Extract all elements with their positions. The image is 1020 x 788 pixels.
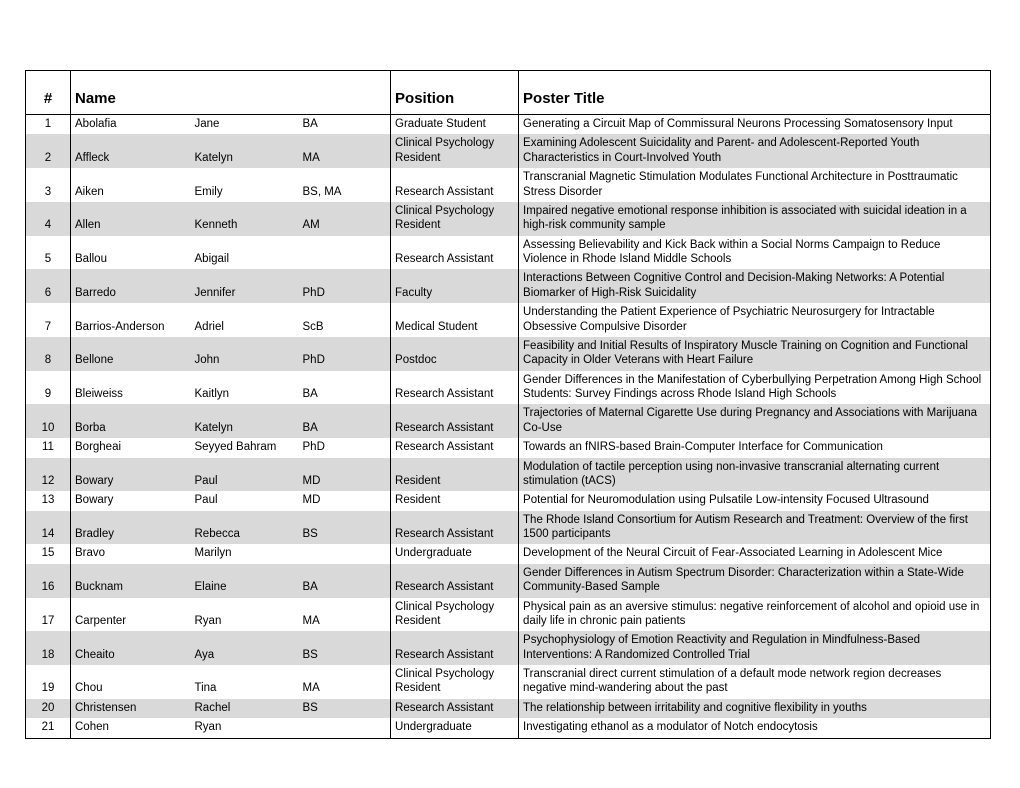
first-name-cell: Paul bbox=[194, 494, 218, 507]
row-number-cell: 18 bbox=[26, 631, 71, 665]
position-cell: Clinical Psychology Resident bbox=[391, 665, 519, 699]
poster-title-cell: Impaired negative emotional response inhibition is associated with suicidal ideation in a high-risk community sample bbox=[519, 202, 991, 236]
last-name-cell: Barredo bbox=[71, 269, 191, 303]
last-name-cell: Bradley bbox=[71, 511, 191, 545]
table-row bbox=[26, 134, 991, 168]
poster-title-cell: The relationship between irritability and cognitive flexibility in youths bbox=[519, 699, 991, 718]
first-name-cell: Ryan bbox=[194, 721, 222, 734]
position-cell: Undergraduate bbox=[391, 718, 519, 738]
table-body bbox=[26, 115, 991, 739]
row-number-cell: 15 bbox=[26, 544, 71, 563]
poster-title-cell: Physical pain as an aversive stimulus: negative reinforcement of alcohol and opioid use in daily life in chronic pain patients bbox=[523, 600, 980, 627]
row-number-cell: 11 bbox=[26, 438, 71, 457]
position-cell: Research Assistant bbox=[391, 438, 519, 457]
table-row bbox=[26, 511, 991, 545]
position-cell: Postdoc bbox=[391, 337, 519, 371]
position-cell: Research Assistant bbox=[391, 511, 519, 545]
last-name-cell: Bowary bbox=[75, 494, 114, 507]
table-row bbox=[26, 598, 991, 632]
poster-session-table bbox=[25, 70, 991, 739]
header-poster-title: Poster Title bbox=[523, 90, 605, 108]
first-name-cell: Marilyn bbox=[194, 547, 232, 560]
table-row bbox=[26, 718, 991, 738]
degree-cell: MA bbox=[299, 598, 391, 632]
table-row bbox=[26, 404, 991, 438]
poster-title-cell: Towards an fNIRS-based Brain-Computer Interface for Communication bbox=[523, 441, 883, 454]
position-cell: Medical Student bbox=[391, 303, 519, 337]
first-name-cell: Kaitlyn bbox=[194, 388, 230, 400]
table-row bbox=[26, 458, 991, 492]
last-name-cell: Chou bbox=[75, 682, 103, 695]
row-number-cell: 6 bbox=[26, 269, 71, 303]
row-number-cell: 5 bbox=[26, 236, 71, 270]
table-row bbox=[26, 168, 991, 202]
last-name-cell: Bleiweiss bbox=[75, 388, 123, 400]
poster-title-cell: Feasibility and Initial Results of Inspiratory Muscle Training on Cognition and Functional Capacity in Older Veterans with Heart Failure bbox=[519, 337, 991, 371]
degree-cell: ScB bbox=[299, 303, 391, 337]
poster-title-cell: Modulation of tactile perception using non-invasive transcranial alternating current stimulation (tACS) bbox=[519, 458, 991, 492]
row-number-cell: 21 bbox=[26, 718, 71, 738]
first-name-cell: Ryan bbox=[194, 614, 222, 627]
degree-cell: MD bbox=[299, 491, 391, 510]
table-row bbox=[26, 337, 991, 371]
position-cell: Undergraduate bbox=[391, 544, 519, 563]
poster-title-cell: Development of the Neural Circuit of Fear-Associated Learning in Adolescent Mice bbox=[523, 547, 943, 560]
last-name-cell: Bravo bbox=[75, 547, 106, 560]
first-name-cell: Aya bbox=[191, 631, 299, 665]
position-cell: Clinical Psychology Resident bbox=[391, 598, 519, 632]
last-name-cell: Aiken bbox=[75, 185, 104, 198]
first-name-cell: Emily bbox=[194, 185, 223, 198]
degree-cell: PhD bbox=[299, 438, 391, 457]
last-name-cell: Christensen bbox=[71, 699, 191, 718]
poster-title-cell: Gender Differences in Autism Spectrum Disorder: Characterization within a State-Wide Community-Based Sample bbox=[519, 564, 991, 598]
table-row bbox=[26, 491, 991, 510]
table-row bbox=[26, 631, 991, 665]
poster-title-cell: Potential for Neuromodulation using Pulsatile Low-intensity Focused Ultrasound bbox=[523, 494, 929, 507]
degree-cell bbox=[299, 236, 391, 270]
degree-cell: BA bbox=[299, 404, 391, 438]
table-row bbox=[26, 236, 991, 270]
last-name-cell: Cohen bbox=[75, 721, 109, 734]
degree-cell: BA bbox=[299, 371, 391, 405]
position-cell: Clinical Psychology Resident bbox=[391, 202, 519, 236]
poster-title-cell: Transcranial direct current stimulation of a default mode network region decreases negative mind-wandering about the past bbox=[523, 668, 942, 695]
position-cell: Research Assistant bbox=[391, 564, 519, 598]
position-cell: Graduate Student bbox=[391, 115, 519, 135]
position-cell: Research Assistant bbox=[391, 371, 519, 405]
table-row bbox=[26, 564, 991, 598]
row-number-cell: 17 bbox=[26, 598, 71, 632]
row-number-cell: 9 bbox=[26, 371, 71, 405]
table-row bbox=[26, 438, 991, 457]
table-row bbox=[26, 115, 991, 135]
row-number-cell: 7 bbox=[26, 303, 71, 337]
row-number-cell: 8 bbox=[26, 337, 71, 371]
first-name-cell: Jane bbox=[194, 118, 220, 130]
header-position: Position bbox=[391, 71, 519, 115]
degree-cell: MD bbox=[299, 458, 391, 492]
table-header bbox=[26, 71, 991, 115]
degree-cell: PhD bbox=[299, 337, 391, 371]
degree-cell: BA bbox=[299, 564, 391, 598]
first-name-cell: John bbox=[191, 337, 299, 371]
degree-cell: BS bbox=[299, 511, 391, 545]
degree-cell bbox=[299, 544, 391, 563]
first-name-cell: Adriel bbox=[194, 320, 224, 333]
row-number-cell: 4 bbox=[26, 202, 71, 236]
last-name-cell: Ballou bbox=[75, 253, 107, 265]
poster-title-cell: Examining Adolescent Suicidality and Parent- and Adolescent-Reported Youth Characteristics in Court-Involved Youth bbox=[519, 134, 991, 168]
degree-cell: BS bbox=[299, 699, 391, 718]
poster-title-cell: The Rhode Island Consortium for Autism Research and Treatment: Overview of the first 1500 participants bbox=[519, 511, 991, 545]
table-row bbox=[26, 303, 991, 337]
degree-cell: MA bbox=[299, 665, 391, 699]
first-name-cell: Rebecca bbox=[191, 511, 299, 545]
header-name: Name bbox=[71, 71, 391, 115]
last-name-cell: Allen bbox=[71, 202, 191, 236]
last-name-cell: Affleck bbox=[71, 134, 191, 168]
last-name-cell: Abolafia bbox=[75, 118, 117, 130]
degree-cell bbox=[299, 718, 391, 738]
row-number-cell: 10 bbox=[26, 404, 71, 438]
row-number-cell: 13 bbox=[26, 491, 71, 510]
header-number: # bbox=[26, 71, 71, 115]
poster-title-cell: Understanding the Patient Experience of Psychiatric Neurosurgery for Intractable Obsessive Compulsive Disorder bbox=[523, 306, 935, 333]
row-number-cell: 14 bbox=[26, 511, 71, 545]
position-cell: Research Assistant bbox=[391, 236, 519, 270]
poster-title-cell: Generating a Circuit Map of Commissural Neurons Processing Somatosensory Input bbox=[523, 118, 953, 130]
degree-cell: PhD bbox=[299, 269, 391, 303]
poster-title-cell: Interactions Between Cognitive Control and Decision-Making Networks: A Potential Biomarker of High-Risk Suicidality bbox=[519, 269, 991, 303]
row-number-cell: 16 bbox=[26, 564, 71, 598]
header-row bbox=[26, 71, 991, 115]
position-cell: Research Assistant bbox=[391, 699, 519, 718]
last-name-cell: Carpenter bbox=[75, 614, 127, 627]
first-name-cell: Tina bbox=[194, 682, 217, 695]
degree-cell: MA bbox=[299, 134, 391, 168]
table-row bbox=[26, 371, 991, 405]
table-row bbox=[26, 544, 991, 563]
degree-cell: BS bbox=[299, 631, 391, 665]
first-name-cell: Paul bbox=[191, 458, 299, 492]
position-cell: Research Assistant bbox=[391, 404, 519, 438]
first-name-cell: Seyyed Bahram bbox=[194, 441, 277, 454]
table-row bbox=[26, 269, 991, 303]
poster-title-cell: Gender Differences in the Manifestation of Cyberbullying Perpetration Among High School Students: Survey Findings across Rhode Island High Schools bbox=[523, 373, 982, 400]
poster-title-cell: Trajectories of Maternal Cigarette Use during Pregnancy and Associations with Marijuana Co-Use bbox=[519, 404, 991, 438]
first-name-cell: Katelyn bbox=[191, 134, 299, 168]
table-row bbox=[26, 699, 991, 718]
row-number-cell: 20 bbox=[26, 699, 71, 718]
last-name-cell: Bowary bbox=[71, 458, 191, 492]
first-name-cell: Katelyn bbox=[191, 404, 299, 438]
row-number-cell: 3 bbox=[26, 168, 71, 202]
position-cell: Clinical Psychology Resident bbox=[391, 134, 519, 168]
first-name-cell: Abigail bbox=[194, 253, 230, 265]
last-name-cell: Bucknam bbox=[71, 564, 191, 598]
degree-cell: BS, MA bbox=[299, 168, 391, 202]
position-cell: Resident bbox=[391, 458, 519, 492]
row-number-cell: 1 bbox=[26, 115, 71, 135]
position-cell: Faculty bbox=[391, 269, 519, 303]
poster-title-cell: Investigating ethanol as a modulator of Notch endocytosis bbox=[523, 721, 818, 734]
poster-title-cell: Assessing Believability and Kick Back within a Social Norms Campaign to Reduce Violence in Rhode Island Middle Schools bbox=[523, 238, 941, 265]
last-name-cell: Borgheai bbox=[75, 441, 122, 454]
last-name-cell: Cheaito bbox=[71, 631, 191, 665]
poster-title-cell: Psychophysiology of Emotion Reactivity and Regulation in Mindfulness-Based Interventions: A Randomized Controlled Trial bbox=[519, 631, 991, 665]
first-name-cell: Kenneth bbox=[191, 202, 299, 236]
row-number-cell: 2 bbox=[26, 134, 71, 168]
last-name-cell: Barrios-Anderson bbox=[75, 320, 165, 333]
degree-cell: BA bbox=[299, 115, 391, 135]
row-number-cell: 19 bbox=[26, 665, 71, 699]
first-name-cell: Jennifer bbox=[191, 269, 299, 303]
first-name-cell: Elaine bbox=[191, 564, 299, 598]
position-cell: Resident bbox=[391, 491, 519, 510]
last-name-cell: Bellone bbox=[71, 337, 191, 371]
row-number-cell: 12 bbox=[26, 458, 71, 492]
position-cell: Research Assistant bbox=[391, 168, 519, 202]
table-row bbox=[26, 665, 991, 699]
poster-title-cell: Transcranial Magnetic Stimulation Modulates Functional Architecture in Posttraumatic Stress Disorder bbox=[523, 171, 958, 198]
first-name-cell: Rachel bbox=[191, 699, 299, 718]
degree-cell: AM bbox=[299, 202, 391, 236]
position-cell: Research Assistant bbox=[391, 631, 519, 665]
table-row bbox=[26, 202, 991, 236]
last-name-cell: Borba bbox=[71, 404, 191, 438]
